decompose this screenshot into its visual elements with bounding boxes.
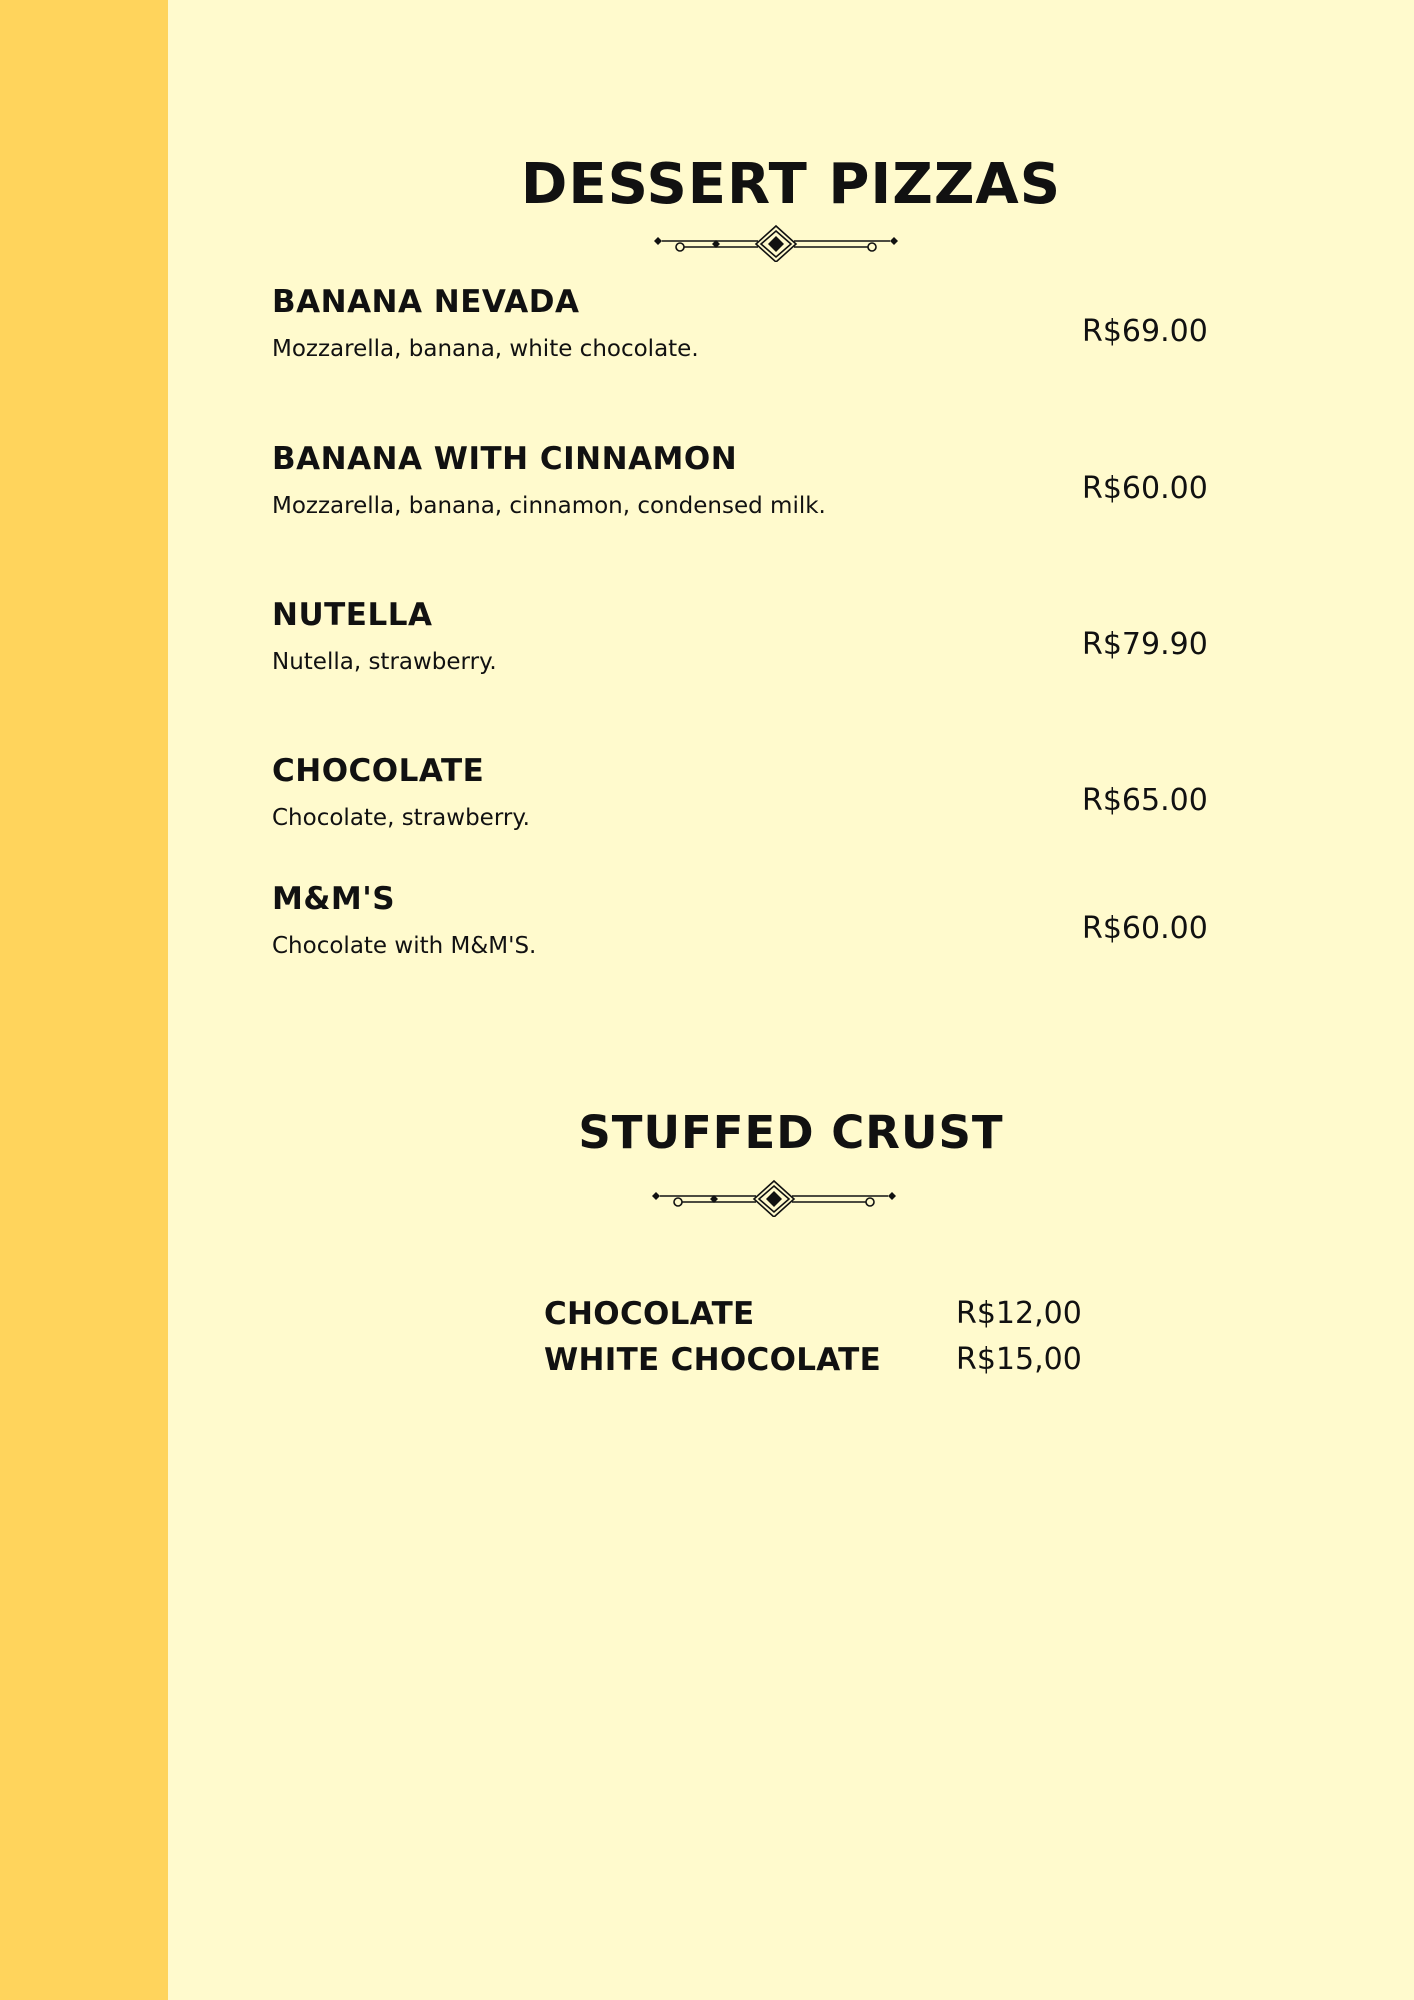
crust-item-chocolate bbox=[544, 1292, 1104, 1336]
item-price: R$60.00 bbox=[1082, 911, 1208, 946]
item-price: R$69.00 bbox=[1082, 314, 1208, 349]
dessert-pizzas-title: DESSERT PIZZAS bbox=[520, 152, 1062, 217]
item-price: R$60.00 bbox=[1082, 471, 1208, 506]
item-name: BANANA NEVADA bbox=[272, 284, 580, 320]
art-deco-divider-icon bbox=[646, 222, 906, 262]
item-description: Nutella, strawberry. bbox=[272, 649, 497, 675]
stuffed-crust-title: STUFFED CRUST bbox=[578, 1106, 1004, 1159]
item-price: R$65.00 bbox=[1082, 783, 1208, 818]
menu-item-banana-nevada bbox=[272, 282, 1212, 382]
item-name: CHOCOLATE bbox=[272, 753, 485, 789]
item-name: BANANA WITH CINNAMON bbox=[272, 441, 738, 477]
menu-item-nutella bbox=[272, 595, 1212, 695]
crust-name: WHITE CHOCOLATE bbox=[544, 1342, 882, 1378]
crust-price: R$12,00 bbox=[956, 1296, 1082, 1331]
item-description: Chocolate with M&M'S. bbox=[272, 933, 537, 959]
crust-price: R$15,00 bbox=[956, 1342, 1082, 1377]
crust-item-white-chocolate bbox=[544, 1338, 1104, 1382]
item-description: Mozzarella, banana, white chocolate. bbox=[272, 336, 699, 362]
side-stripe bbox=[0, 0, 168, 2000]
menu-item-chocolate bbox=[272, 751, 1212, 851]
item-description: Mozzarella, banana, cinnamon, condensed milk. bbox=[272, 493, 826, 519]
item-description: Chocolate, strawberry. bbox=[272, 805, 530, 831]
item-name: NUTELLA bbox=[272, 597, 433, 633]
menu-item-banana-with-cinnamon bbox=[272, 439, 1212, 539]
item-price: R$79.90 bbox=[1082, 627, 1208, 662]
art-deco-divider-icon bbox=[644, 1177, 904, 1217]
menu-item-mms bbox=[272, 879, 1212, 979]
crust-name: CHOCOLATE bbox=[544, 1296, 755, 1332]
item-name: M&M'S bbox=[272, 881, 396, 917]
